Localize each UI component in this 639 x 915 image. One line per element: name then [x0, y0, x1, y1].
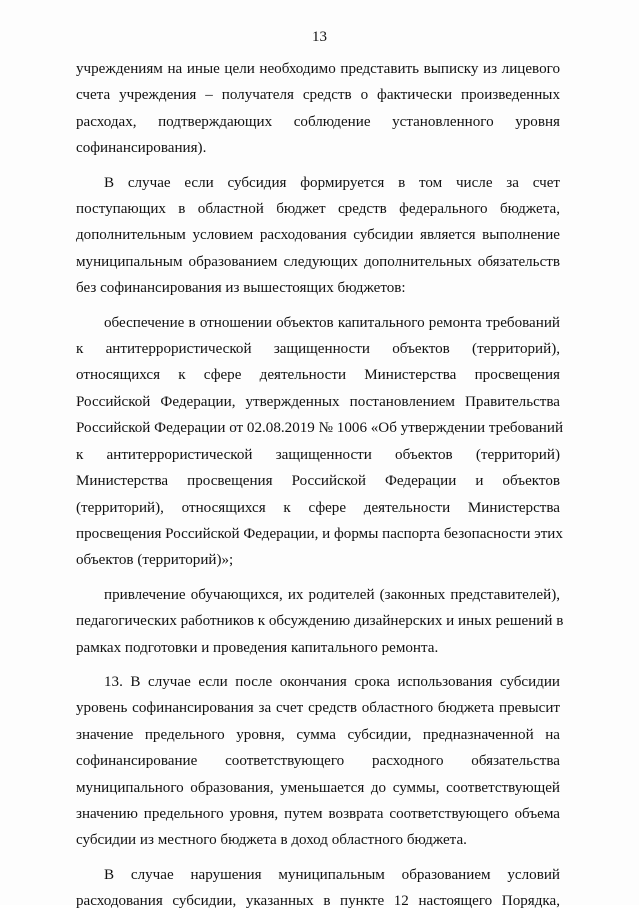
text-line: Российской Федерации, утвержденных постановлением Правительства [76, 393, 560, 410]
document-body [76, 56, 564, 915]
text-line: расходования субсидии, указанных в пункте 12 настоящего Порядка, [76, 893, 560, 910]
paragraph [76, 170, 560, 302]
text-line: педагогических работников к обсуждению дизайнерских и иных решений в [76, 613, 564, 630]
text-line: привлечение обучающихся, их родителей (законных представителей), [104, 586, 560, 603]
text-line: 13. В случае если после окончания срока использования субсидии [104, 673, 560, 690]
text-line: расходах, подтверждающих соблюдение установленного уровня [76, 113, 560, 130]
text-line: объектов (территорий)»; [76, 552, 234, 569]
text-line: относящихся к сфере деятельности Министерства просвещения [76, 367, 560, 384]
text-line: дополнительным условием расходования субсидии является выполнение [76, 227, 560, 244]
paragraph [76, 310, 564, 574]
text-line: уровень софинансирования за счет средств областного бюджета превысит [76, 700, 560, 717]
text-line: к антитеррористической защищенности объектов (территорий), [76, 341, 560, 358]
text-line: обеспечение в отношении объектов капитального ремонта требований [104, 314, 560, 331]
text-line: субсидии из местного бюджета в доход областного бюджета. [76, 832, 467, 849]
paragraph [76, 56, 560, 162]
text-line: значение предельного уровня, сумма субсидии, предназначенной на [76, 726, 560, 743]
text-line: Российской Федерации от 02.08.2019 № 1006 «Об утверждении требований [76, 420, 564, 437]
text-line: к антитеррористической защищенности объектов (территорий) [76, 446, 560, 463]
text-line: софинансирование соответствующего расходного обязательства [76, 753, 560, 770]
text-line: софинансирования). [76, 140, 207, 157]
page-number: 13 [312, 29, 327, 45]
text-line: В случае если субсидия формируется в том числе за счет [104, 174, 560, 191]
text-line: без софинансирования из вышестоящих бюджетов: [76, 280, 406, 297]
text-line: учреждениям на иные цели необходимо представить выписку из лицевого [76, 61, 560, 77]
text-line: В случае нарушения муниципальным образованием условий [104, 866, 560, 883]
text-line: рамках подготовки и проведения капитального ремонта. [76, 639, 439, 656]
text-line: (территорий), относящихся к сфере деятельности Министерства [76, 499, 560, 516]
text-line: Министерства просвещения Российской Федерации и объектов [76, 473, 560, 490]
text-line: поступающих в областной бюджет средств федерального бюджета, [76, 201, 560, 218]
paragraph [76, 862, 560, 915]
text-line: счета учреждения – получателя средств о фактически произведенных [76, 87, 560, 104]
text-line: муниципальным образованием следующих дополнительных обязательств [76, 253, 560, 270]
paragraph [76, 669, 560, 854]
paragraph [76, 582, 564, 661]
text-line: просвещения Российской Федерации, и формы паспорта безопасности этих [76, 525, 563, 542]
text-line: значению предельного уровня, путем возврата соответствующего объема [76, 805, 560, 822]
text-line: муниципального образования, уменьшается до суммы, соответствующей [76, 779, 560, 796]
